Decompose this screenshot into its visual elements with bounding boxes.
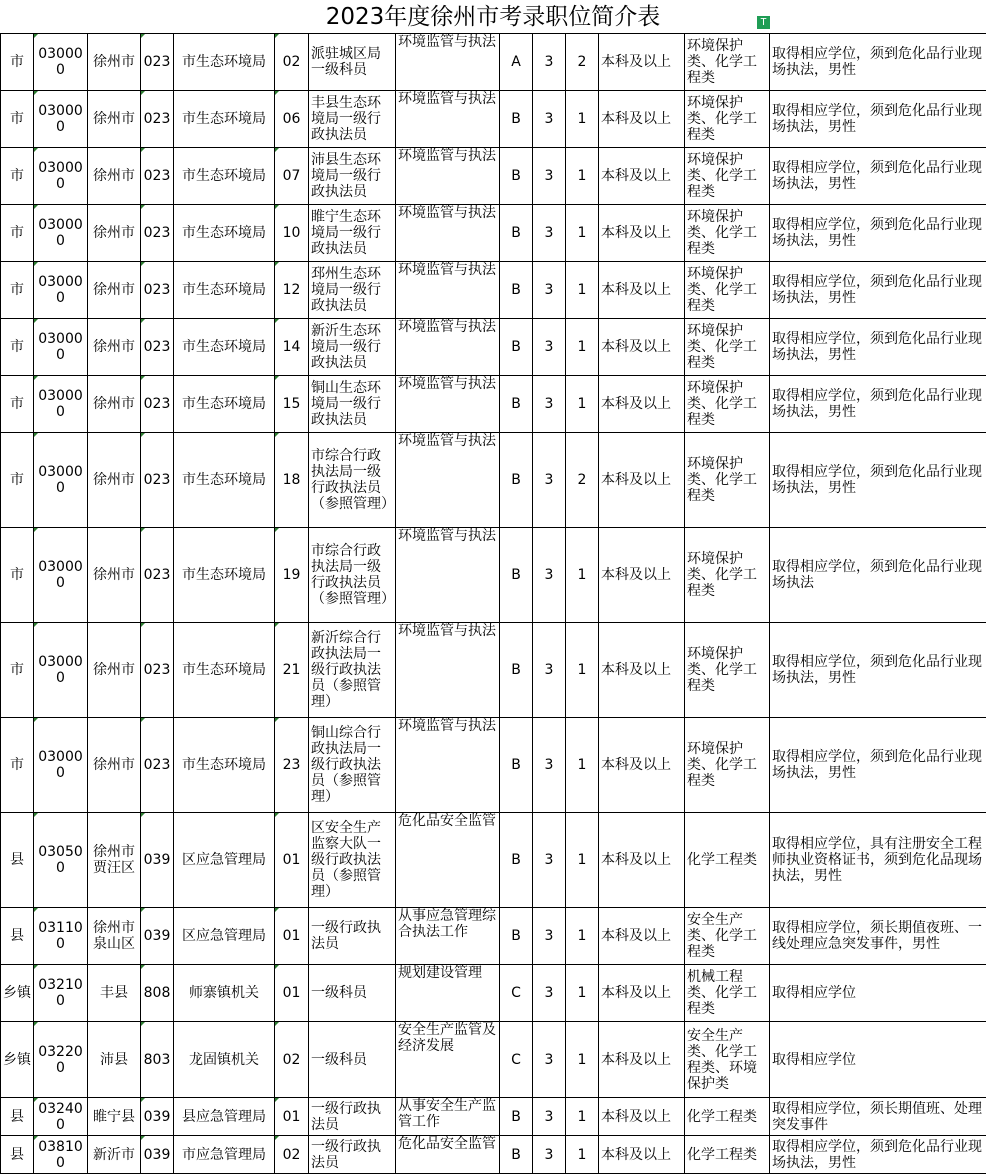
positions-table — [0, 33, 986, 1174]
cell-level[interactable]: 市 — [1, 376, 34, 433]
cell-position-desc[interactable]: 危化品安全监管 — [396, 1136, 500, 1174]
cell-exam-type[interactable]: B — [500, 148, 533, 205]
table-row — [1, 813, 986, 908]
cell-dept-code[interactable]: 032100 — [34, 965, 88, 1022]
cell-unit[interactable]: 龙固镇机关 — [174, 1022, 275, 1098]
cell-region[interactable]: 徐州市 — [88, 718, 141, 813]
cell-dept-code[interactable]: 030000 — [34, 376, 88, 433]
cell-position-desc[interactable]: 环境监管与执法 — [396, 148, 500, 205]
cell-level[interactable]: 县 — [1, 1136, 34, 1174]
filter-badge-icon[interactable]: T — [757, 16, 770, 29]
cell-major[interactable]: 环境保护类、化学工程类 — [685, 91, 770, 148]
cell-position-desc[interactable]: 从事安全生产监管工作 — [396, 1098, 500, 1136]
cell-note[interactable]: 取得相应学位，具有注册安全工程师执业资格证书，须到危化品现场执法，男性 — [770, 813, 986, 908]
cell-unit-code[interactable]: 039 — [141, 908, 174, 965]
cell-ratio[interactable]: 3 — [533, 908, 566, 965]
cell-exam-type[interactable]: A — [500, 34, 533, 91]
cell-major[interactable]: 环境保护类、化学工程类 — [685, 433, 770, 528]
cell-position-desc[interactable]: 危化品安全监管 — [396, 813, 500, 908]
cell-position-name[interactable]: 睢宁生态环境局一级行政执法员 — [309, 205, 396, 262]
cell-education[interactable]: 本科及以上 — [599, 1098, 685, 1136]
cell-major[interactable]: 安全生产类、化学工程类、环境保护类 — [685, 1022, 770, 1098]
cell-position-code[interactable]: 23 — [275, 718, 309, 813]
cell-dept-code[interactable]: 031100 — [34, 908, 88, 965]
cell-ratio[interactable]: 3 — [533, 205, 566, 262]
cell-unit[interactable]: 市生态环境局 — [174, 148, 275, 205]
cell-unit-code[interactable]: 039 — [141, 813, 174, 908]
cell-position-code[interactable]: 21 — [275, 623, 309, 718]
cell-ratio[interactable]: 3 — [533, 319, 566, 376]
cell-exam-type[interactable]: B — [500, 623, 533, 718]
cell-position-name[interactable]: 一级科员 — [309, 965, 396, 1022]
cell-position-code[interactable]: 02 — [275, 34, 309, 91]
cell-region[interactable]: 徐州市 — [88, 148, 141, 205]
cell-level[interactable]: 市 — [1, 34, 34, 91]
cell-count[interactable]: 1 — [566, 1098, 599, 1136]
cell-note[interactable]: 取得相应学位 — [770, 1022, 986, 1098]
cell-position-desc[interactable]: 环境监管与执法 — [396, 91, 500, 148]
cell-education[interactable]: 本科及以上 — [599, 623, 685, 718]
cell-dept-code[interactable]: 030000 — [34, 718, 88, 813]
cell-position-code[interactable]: 18 — [275, 433, 309, 528]
cell-note[interactable]: 取得相应学位，须到危化品行业现场执法，男性 — [770, 148, 986, 205]
cell-education[interactable]: 本科及以上 — [599, 205, 685, 262]
cell-unit-code[interactable]: 023 — [141, 718, 174, 813]
cell-major[interactable]: 环境保护类、化学工程类 — [685, 718, 770, 813]
cell-exam-type[interactable]: B — [500, 262, 533, 319]
table-row — [1, 433, 986, 528]
cell-ratio[interactable]: 3 — [533, 262, 566, 319]
cell-ratio[interactable]: 3 — [533, 34, 566, 91]
cell-exam-type[interactable]: B — [500, 1136, 533, 1174]
cell-exam-type[interactable]: B — [500, 376, 533, 433]
cell-region[interactable]: 徐州市 — [88, 433, 141, 528]
cell-position-code[interactable]: 01 — [275, 813, 309, 908]
cell-note[interactable]: 取得相应学位，须到危化品行业现场执法，男性 — [770, 262, 986, 319]
cell-region[interactable]: 沛县 — [88, 1022, 141, 1098]
cell-unit[interactable]: 师寨镇机关 — [174, 965, 275, 1022]
cell-exam-type[interactable]: B — [500, 91, 533, 148]
cell-note[interactable]: 取得相应学位，须长期值班、处理突发事件 — [770, 1098, 986, 1136]
cell-education[interactable]: 本科及以上 — [599, 908, 685, 965]
cell-note[interactable]: 取得相应学位 — [770, 965, 986, 1022]
cell-region[interactable]: 徐州市 — [88, 376, 141, 433]
cell-unit-code[interactable]: 803 — [141, 1022, 174, 1098]
cell-major[interactable]: 机械工程类、化学工程类 — [685, 965, 770, 1022]
cell-position-desc[interactable]: 环境监管与执法 — [396, 623, 500, 718]
cell-dept-code[interactable]: 038100 — [34, 1136, 88, 1174]
table-row — [1, 205, 986, 262]
cell-count[interactable]: 1 — [566, 262, 599, 319]
cell-dept-code[interactable]: 030000 — [34, 319, 88, 376]
cell-unit-code[interactable]: 023 — [141, 148, 174, 205]
cell-count[interactable]: 1 — [566, 528, 599, 623]
cell-count[interactable]: 1 — [566, 319, 599, 376]
cell-position-desc[interactable]: 环境监管与执法 — [396, 718, 500, 813]
cell-position-code[interactable]: 02 — [275, 1136, 309, 1174]
cell-position-desc[interactable]: 环境监管与执法 — [396, 262, 500, 319]
cell-note[interactable]: 取得相应学位，须到危化品行业现场执法，男性 — [770, 718, 986, 813]
cell-education[interactable]: 本科及以上 — [599, 148, 685, 205]
table-row — [1, 262, 986, 319]
cell-education[interactable]: 本科及以上 — [599, 813, 685, 908]
cell-position-name[interactable]: 铜山综合行政执法局一级行政执法员（参照管理） — [309, 718, 396, 813]
cell-unit-code[interactable]: 023 — [141, 528, 174, 623]
cell-education[interactable]: 本科及以上 — [599, 319, 685, 376]
cell-note[interactable]: 取得相应学位，须到危化品行业现场执法，男性 — [770, 376, 986, 433]
cell-position-desc[interactable]: 安全生产监管及经济发展 — [396, 1022, 500, 1098]
table-row — [1, 376, 986, 433]
cell-unit[interactable]: 市生态环境局 — [174, 376, 275, 433]
table-row — [1, 1022, 986, 1098]
cell-position-name[interactable]: 丰县生态环境局一级行政执法员 — [309, 91, 396, 148]
cell-major[interactable]: 环境保护类、化学工程类 — [685, 528, 770, 623]
cell-region[interactable]: 徐州市 — [88, 528, 141, 623]
cell-unit[interactable]: 市生态环境局 — [174, 433, 275, 528]
table-row — [1, 1098, 986, 1136]
cell-unit-code[interactable]: 023 — [141, 34, 174, 91]
cell-count[interactable]: 1 — [566, 1136, 599, 1174]
cell-level[interactable]: 县 — [1, 908, 34, 965]
cell-unit-code[interactable]: 023 — [141, 623, 174, 718]
cell-unit[interactable]: 市生态环境局 — [174, 262, 275, 319]
table-row — [1, 908, 986, 965]
cell-unit-code[interactable]: 023 — [141, 433, 174, 528]
cell-position-code[interactable]: 01 — [275, 908, 309, 965]
cell-exam-type[interactable]: B — [500, 908, 533, 965]
cell-position-name[interactable]: 一级行政执法员 — [309, 908, 396, 965]
cell-major[interactable]: 环境保护类、化学工程类 — [685, 319, 770, 376]
cell-position-code[interactable]: 19 — [275, 528, 309, 623]
cell-note[interactable]: 取得相应学位，须到危化品行业现场执法，男性 — [770, 34, 986, 91]
cell-unit-code[interactable]: 023 — [141, 91, 174, 148]
cell-region[interactable]: 新沂市 — [88, 1136, 141, 1174]
cell-position-name[interactable]: 沛县生态环境局一级行政执法员 — [309, 148, 396, 205]
cell-region[interactable]: 徐州市 — [88, 205, 141, 262]
cell-count[interactable]: 1 — [566, 813, 599, 908]
cell-unit-code[interactable]: 023 — [141, 262, 174, 319]
cell-region[interactable]: 徐州市贾汪区 — [88, 813, 141, 908]
cell-note[interactable]: 取得相应学位，须到危化品行业现场执法 — [770, 528, 986, 623]
cell-major[interactable]: 环境保护类、化学工程类 — [685, 148, 770, 205]
cell-position-desc[interactable]: 环境监管与执法 — [396, 319, 500, 376]
cell-education[interactable]: 本科及以上 — [599, 1022, 685, 1098]
cell-position-desc[interactable]: 环境监管与执法 — [396, 205, 500, 262]
cell-note[interactable]: 取得相应学位，须到危化品行业现场执法，男性 — [770, 205, 986, 262]
table-row — [1, 1136, 986, 1174]
cell-ratio[interactable]: 3 — [533, 1136, 566, 1174]
cell-unit-code[interactable]: 808 — [141, 965, 174, 1022]
cell-count[interactable]: 1 — [566, 376, 599, 433]
cell-exam-type[interactable]: B — [500, 205, 533, 262]
cell-unit-code[interactable]: 023 — [141, 376, 174, 433]
cell-position-name[interactable]: 邳州生态环境局一级行政执法员 — [309, 262, 396, 319]
cell-region[interactable]: 徐州市泉山区 — [88, 908, 141, 965]
cell-exam-type[interactable]: B — [500, 319, 533, 376]
cell-dept-code[interactable]: 030000 — [34, 34, 88, 91]
cell-ratio[interactable]: 3 — [533, 1022, 566, 1098]
cell-ratio[interactable]: 3 — [533, 376, 566, 433]
table-row — [1, 528, 986, 623]
cell-ratio[interactable]: 3 — [533, 148, 566, 205]
cell-dept-code[interactable]: 032400 — [34, 1098, 88, 1136]
cell-region[interactable]: 徐州市 — [88, 91, 141, 148]
cell-count[interactable]: 1 — [566, 1022, 599, 1098]
cell-level[interactable]: 县 — [1, 1098, 34, 1136]
table-row — [1, 148, 986, 205]
cell-region[interactable]: 睢宁县 — [88, 1098, 141, 1136]
cell-exam-type[interactable]: B — [500, 813, 533, 908]
cell-count[interactable]: 1 — [566, 148, 599, 205]
cell-count[interactable]: 1 — [566, 718, 599, 813]
cell-count[interactable]: 1 — [566, 91, 599, 148]
cell-education[interactable]: 本科及以上 — [599, 718, 685, 813]
cell-level[interactable]: 市 — [1, 528, 34, 623]
cell-dept-code[interactable]: 030500 — [34, 813, 88, 908]
cell-level[interactable]: 市 — [1, 623, 34, 718]
cell-ratio[interactable]: 3 — [533, 91, 566, 148]
cell-unit[interactable]: 市生态环境局 — [174, 319, 275, 376]
cell-region[interactable]: 徐州市 — [88, 34, 141, 91]
cell-note[interactable]: 取得相应学位，须到危化品行业现场执法，男性 — [770, 319, 986, 376]
cell-region[interactable]: 徐州市 — [88, 319, 141, 376]
cell-unit[interactable]: 市生态环境局 — [174, 205, 275, 262]
cell-unit-code[interactable]: 039 — [141, 1136, 174, 1174]
cell-position-desc[interactable]: 从事应急管理综合执法工作 — [396, 908, 500, 965]
cell-level[interactable]: 乡镇 — [1, 965, 34, 1022]
cell-unit-code[interactable]: 023 — [141, 205, 174, 262]
page-title: 2023年度徐州市考录职位简介表 — [0, 0, 986, 33]
cell-ratio[interactable]: 3 — [533, 1098, 566, 1136]
cell-level[interactable]: 市 — [1, 91, 34, 148]
cell-note[interactable]: 取得相应学位，须到危化品行业现场执法，男性 — [770, 623, 986, 718]
cell-position-name[interactable]: 一级科员 — [309, 1022, 396, 1098]
cell-count[interactable]: 1 — [566, 623, 599, 718]
cell-major[interactable]: 环境保护类、化学工程类 — [685, 205, 770, 262]
cell-unit[interactable]: 区应急管理局 — [174, 908, 275, 965]
cell-position-code[interactable]: 14 — [275, 319, 309, 376]
cell-dept-code[interactable]: 030000 — [34, 91, 88, 148]
cell-position-name[interactable]: 市综合行政执法局一级行政执法员（参照管理） — [309, 528, 396, 623]
cell-count[interactable]: 1 — [566, 908, 599, 965]
cell-note[interactable]: 取得相应学位，须到危化品行业现场执法，男性 — [770, 91, 986, 148]
cell-education[interactable]: 本科及以上 — [599, 376, 685, 433]
cell-dept-code[interactable]: 030000 — [34, 623, 88, 718]
cell-position-name[interactable]: 区安全生产监察大队一级行政执法员（参照管理） — [309, 813, 396, 908]
cell-position-name[interactable]: 铜山生态环境局一级行政执法员 — [309, 376, 396, 433]
cell-level[interactable]: 市 — [1, 718, 34, 813]
cell-level[interactable]: 县 — [1, 813, 34, 908]
cell-major[interactable]: 环境保护类、化学工程类 — [685, 623, 770, 718]
cell-position-code[interactable]: 15 — [275, 376, 309, 433]
table-row — [1, 91, 986, 148]
cell-education[interactable]: 本科及以上 — [599, 34, 685, 91]
cell-unit[interactable]: 市生态环境局 — [174, 623, 275, 718]
cell-major[interactable]: 化学工程类 — [685, 813, 770, 908]
cell-position-name[interactable]: 新沂综合行政执法局一级行政执法员（参照管理） — [309, 623, 396, 718]
cell-education[interactable]: 本科及以上 — [599, 262, 685, 319]
cell-count[interactable]: 1 — [566, 205, 599, 262]
cell-dept-code[interactable]: 030000 — [34, 433, 88, 528]
table-row — [1, 965, 986, 1022]
cell-note[interactable]: 取得相应学位，须到危化品行业现场执法，男性 — [770, 1136, 986, 1174]
cell-unit[interactable]: 区应急管理局 — [174, 813, 275, 908]
cell-position-code[interactable]: 01 — [275, 965, 309, 1022]
cell-exam-type[interactable]: B — [500, 718, 533, 813]
cell-exam-type[interactable]: B — [500, 528, 533, 623]
cell-position-code[interactable]: 07 — [275, 148, 309, 205]
cell-ratio[interactable]: 3 — [533, 623, 566, 718]
cell-region[interactable]: 徐州市 — [88, 262, 141, 319]
cell-exam-type[interactable]: B — [500, 433, 533, 528]
cell-level[interactable]: 市 — [1, 433, 34, 528]
cell-dept-code[interactable]: 030000 — [34, 205, 88, 262]
table-row — [1, 718, 986, 813]
cell-unit-code[interactable]: 023 — [141, 319, 174, 376]
cell-level[interactable]: 乡镇 — [1, 1022, 34, 1098]
cell-position-code[interactable]: 02 — [275, 1022, 309, 1098]
cell-position-name[interactable]: 一级行政执法员 — [309, 1136, 396, 1174]
cell-dept-code[interactable]: 030000 — [34, 528, 88, 623]
cell-major[interactable]: 化学工程类 — [685, 1098, 770, 1136]
table-row — [1, 319, 986, 376]
table-row — [1, 34, 986, 91]
cell-exam-type[interactable]: C — [500, 1022, 533, 1098]
cell-position-desc[interactable]: 环境监管与执法 — [396, 528, 500, 623]
cell-unit[interactable]: 市生态环境局 — [174, 528, 275, 623]
cell-note[interactable]: 取得相应学位，须到危化品行业现场执法，男性 — [770, 433, 986, 528]
cell-position-code[interactable]: 10 — [275, 205, 309, 262]
cell-position-name[interactable]: 一级行政执法员 — [309, 1098, 396, 1136]
cell-major[interactable]: 环境保护类、化学工程类 — [685, 262, 770, 319]
cell-position-desc[interactable]: 环境监管与执法 — [396, 34, 500, 91]
cell-unit[interactable]: 市生态环境局 — [174, 34, 275, 91]
cell-unit[interactable]: 市生态环境局 — [174, 718, 275, 813]
cell-level[interactable]: 市 — [1, 205, 34, 262]
cell-dept-code[interactable]: 030000 — [34, 148, 88, 205]
cell-position-name[interactable]: 新沂生态环境局一级行政执法员 — [309, 319, 396, 376]
cell-unit[interactable]: 市应急管理局 — [174, 1136, 275, 1174]
cell-exam-type[interactable]: C — [500, 965, 533, 1022]
cell-position-code[interactable]: 12 — [275, 262, 309, 319]
cell-count[interactable]: 2 — [566, 34, 599, 91]
cell-dept-code[interactable]: 032200 — [34, 1022, 88, 1098]
cell-position-code[interactable]: 06 — [275, 91, 309, 148]
cell-region[interactable]: 徐州市 — [88, 623, 141, 718]
cell-ratio[interactable]: 3 — [533, 528, 566, 623]
cell-region[interactable]: 丰县 — [88, 965, 141, 1022]
cell-ratio[interactable]: 3 — [533, 813, 566, 908]
cell-position-desc[interactable]: 规划建设管理 — [396, 965, 500, 1022]
cell-unit[interactable]: 市生态环境局 — [174, 91, 275, 148]
cell-position-name[interactable]: 市综合行政执法局一级行政执法员（参照管理） — [309, 433, 396, 528]
cell-position-desc[interactable]: 环境监管与执法 — [396, 433, 500, 528]
cell-ratio[interactable]: 3 — [533, 718, 566, 813]
cell-major[interactable]: 安全生产类、化学工程类 — [685, 908, 770, 965]
cell-education[interactable]: 本科及以上 — [599, 1136, 685, 1174]
cell-unit-code[interactable]: 039 — [141, 1098, 174, 1136]
cell-exam-type[interactable]: B — [500, 1098, 533, 1136]
cell-education[interactable]: 本科及以上 — [599, 528, 685, 623]
cell-dept-code[interactable]: 030000 — [34, 262, 88, 319]
cell-position-name[interactable]: 派驻城区局一级科员 — [309, 34, 396, 91]
cell-education[interactable]: 本科及以上 — [599, 91, 685, 148]
cell-major[interactable]: 化学工程类 — [685, 1136, 770, 1174]
cell-level[interactable]: 市 — [1, 148, 34, 205]
cell-count[interactable]: 2 — [566, 433, 599, 528]
cell-major[interactable]: 环境保护类、化学工程类 — [685, 376, 770, 433]
cell-position-code[interactable]: 01 — [275, 1098, 309, 1136]
cell-position-desc[interactable]: 环境监管与执法 — [396, 376, 500, 433]
cell-unit[interactable]: 县应急管理局 — [174, 1098, 275, 1136]
cell-education[interactable]: 本科及以上 — [599, 433, 685, 528]
cell-note[interactable]: 取得相应学位，须长期值夜班、一线处理应急突发事件，男性 — [770, 908, 986, 965]
cell-ratio[interactable]: 3 — [533, 965, 566, 1022]
cell-education[interactable]: 本科及以上 — [599, 965, 685, 1022]
cell-level[interactable]: 市 — [1, 319, 34, 376]
table-row — [1, 623, 986, 718]
cell-level[interactable]: 市 — [1, 262, 34, 319]
cell-count[interactable]: 1 — [566, 965, 599, 1022]
cell-ratio[interactable]: 3 — [533, 433, 566, 528]
cell-major[interactable]: 环境保护类、化学工程类 — [685, 34, 770, 91]
